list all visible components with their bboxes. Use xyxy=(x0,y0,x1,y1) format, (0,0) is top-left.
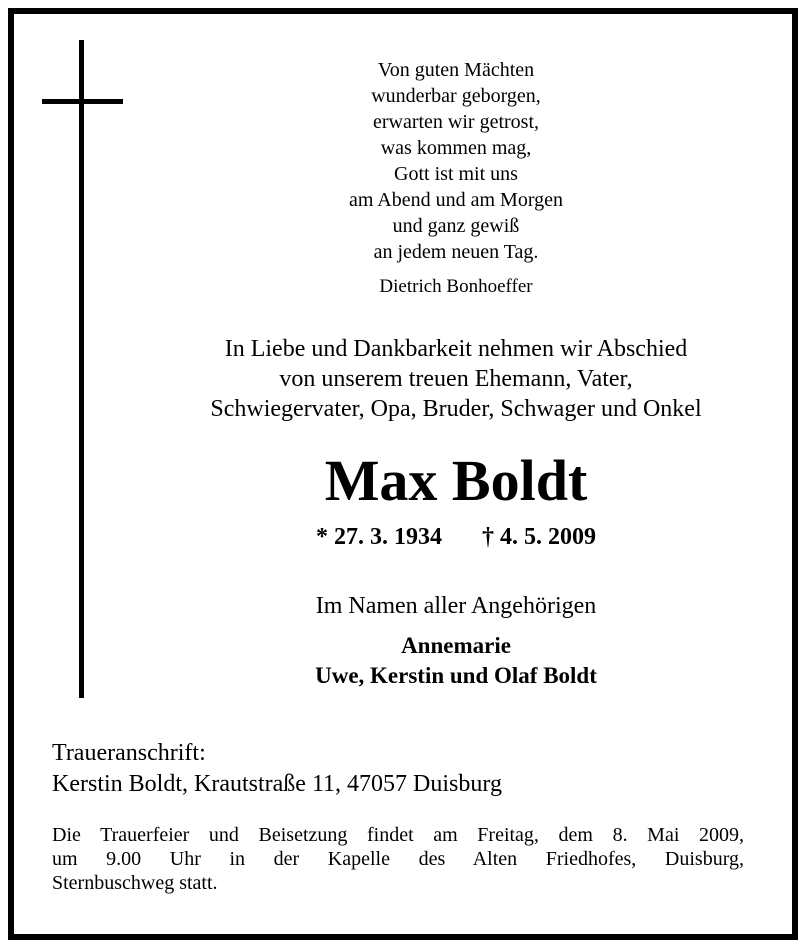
funeral-line: um 9.00 Uhr in der Kapelle des Alten Friedhofes, Duisburg, xyxy=(52,848,744,870)
poem-line: am Abend und am Morgen xyxy=(348,189,564,211)
cross-horizontal-bar xyxy=(42,99,123,104)
poem-line: wunderbar geborgen, xyxy=(371,85,541,107)
poem-line: was kommen mag, xyxy=(380,137,532,159)
birth-date: * 27. 3. 1934 xyxy=(316,524,442,550)
deceased-name: Max Boldt xyxy=(324,448,588,513)
intro-line: In Liebe und Dankbarkeit nehmen wir Abschied xyxy=(224,336,688,362)
funeral-line: Sternbuschweg statt. xyxy=(52,872,218,894)
poem-line: Von guten Mächten xyxy=(377,59,535,81)
poem xyxy=(150,57,762,265)
mourners-intro: Im Namen aller Angehörigen xyxy=(315,593,597,619)
poem-line: Gott ist mit uns xyxy=(394,163,518,185)
address-value: Kerstin Boldt, Krautstraße 11, 47057 Duisburg xyxy=(52,771,502,797)
poem-author: Dietrich Bonhoeffer xyxy=(379,276,533,297)
life-dates xyxy=(150,521,762,553)
mourners-names xyxy=(150,631,762,691)
mourning-address xyxy=(52,738,502,800)
address-label: Traueranschrift: xyxy=(52,740,206,766)
death-date: † 4. 5. 2009 xyxy=(482,524,596,550)
cross-vertical-bar xyxy=(79,40,84,698)
farewell-intro xyxy=(150,334,762,424)
poem-line: erwarten wir getrost, xyxy=(372,111,540,133)
poem-line: an jedem neuen Tag. xyxy=(373,241,539,263)
funeral-notice xyxy=(52,823,744,895)
mourner-line: Annemarie xyxy=(401,633,511,658)
funeral-line: Die Trauerfeier und Beisetzung findet am Freitag, dem 8. Mai 2009, xyxy=(52,824,744,846)
poem-line: und ganz gewiß xyxy=(392,215,520,237)
mourner-line: Uwe, Kerstin und Olaf Boldt xyxy=(315,663,597,688)
intro-line: Schwiegervater, Opa, Bruder, Schwager und Onkel xyxy=(210,396,702,422)
intro-line: von unserem treuen Ehemann, Vater, xyxy=(279,366,633,392)
